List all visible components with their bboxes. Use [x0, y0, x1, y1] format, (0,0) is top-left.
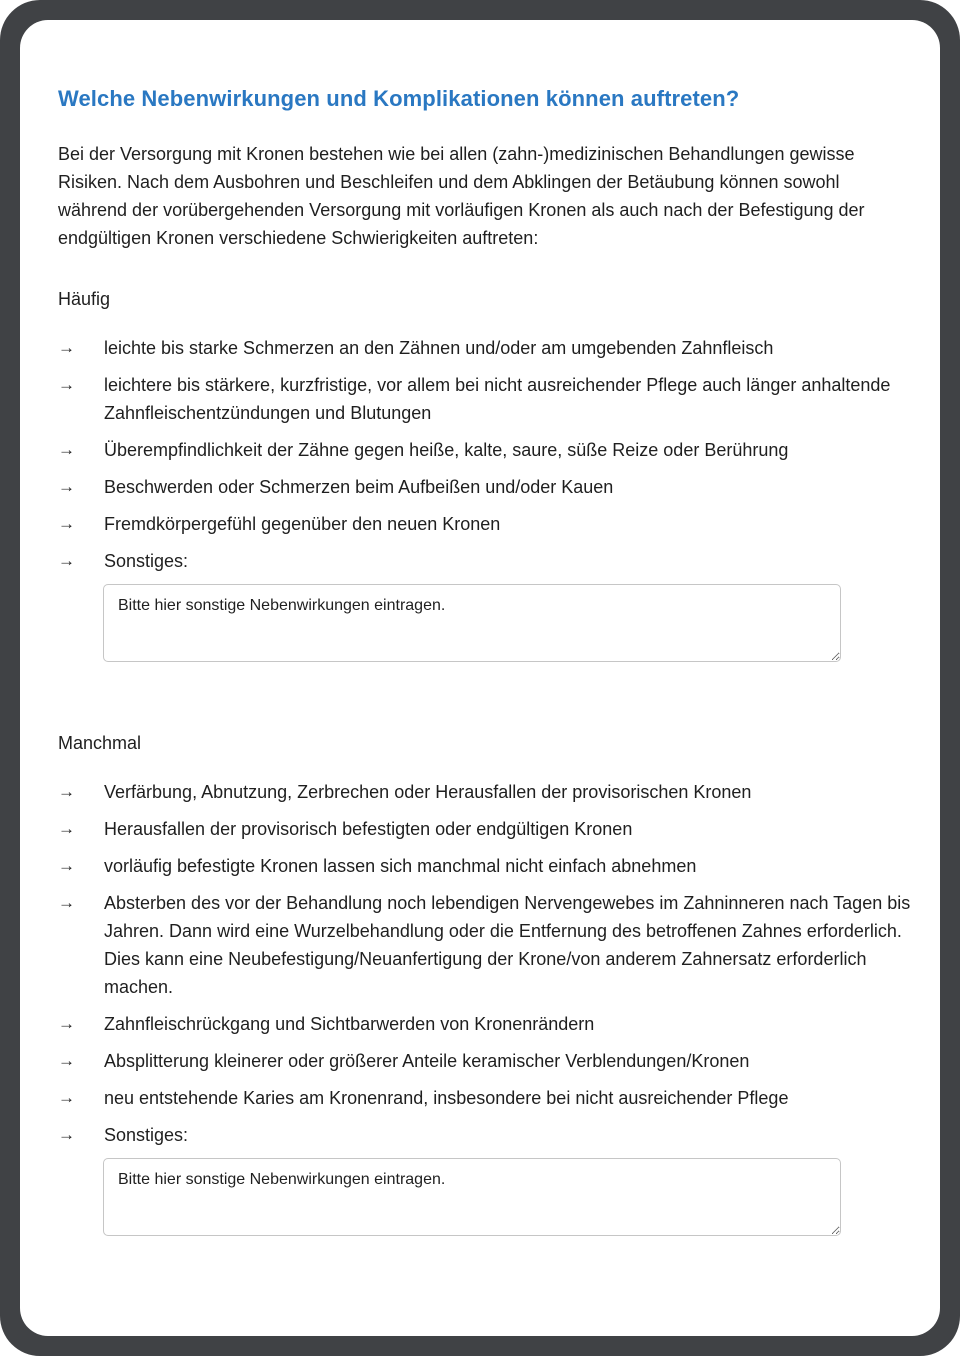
- list-item-text: leichte bis starke Schmerzen an den Zähnen und/oder am umgebenden Zahnfleisch: [104, 338, 774, 358]
- list-item-text: Sonstiges:: [104, 551, 189, 571]
- section-heading-sometimes: Manchmal: [58, 733, 142, 753]
- list-item-text: Sonstiges:: [104, 1125, 189, 1145]
- section-heading-common: Häufig: [58, 289, 111, 309]
- list-item-text: Absterben des vor der Behandlung noch lebendigen Nervengewebes im Zahninneren nach Tagen bis Jahren. Dann wird eine Wurzelbehandlung oder die Entfernung des betroffenen Zahnes erforderlich. Dies kann eine Neubefestigung/Neuanfertigung der Krone/von anderem Zahnersatz erforderlich machen.: [104, 893, 911, 997]
- intro-paragraph: Bei der Versorgung mit Kronen bestehen wie bei allen (zahn-)medizinischen Behandlungen gewisse Risiken. Nach dem Ausbohren und Beschleifen und dem Abklingen der Betäubung können sowohl während der vorübergehenden Versorgung mit vorläufigen Kronen als auch nach der Befestigung der endgültigen Kronen verschiedene Schwierigkeiten auftreten:: [58, 144, 865, 248]
- arrow-right-icon: →: [58, 1014, 75, 1033]
- content-card: [20, 20, 940, 1336]
- list-item-text: neu entstehende Karies am Kronenrand, insbesondere bei nicht ausreichender Pflege: [104, 1088, 789, 1108]
- arrow-right-icon: →: [58, 1088, 75, 1107]
- arrow-right-icon: →: [58, 856, 75, 875]
- other-side-effects-common-input[interactable]: [103, 584, 841, 662]
- other-side-effects-sometimes-input[interactable]: [103, 1158, 841, 1236]
- list-item-text: Fremdkörpergefühl gegenüber den neuen Kronen: [104, 514, 501, 534]
- list-item-text: Beschwerden oder Schmerzen beim Aufbeißen und/oder Kauen: [104, 477, 614, 497]
- list-item-text: leichtere bis stärkere, kurzfristige, vor allem bei nicht ausreichender Pflege auch länger anhaltende Zahnfleischentzündungen und Blutungen: [104, 375, 891, 423]
- arrow-right-icon: →: [58, 819, 75, 838]
- list-item-text: Herausfallen der provisorisch befestigten oder endgültigen Kronen: [104, 819, 633, 839]
- arrow-right-icon: →: [58, 1125, 75, 1144]
- arrow-right-icon: →: [58, 477, 75, 496]
- list-item-text: Absplitterung kleinerer oder größerer Anteile keramischer Verblendungen/Kronen: [104, 1051, 750, 1071]
- arrow-right-icon: →: [58, 338, 75, 357]
- arrow-right-icon: →: [58, 514, 75, 533]
- list-item-text: Zahnfleischrückgang und Sichtbarwerden von Kronenrändern: [104, 1014, 595, 1034]
- list-item-text: Verfärbung, Abnutzung, Zerbrechen oder Herausfallen der provisorischen Kronen: [104, 782, 752, 802]
- arrow-right-icon: →: [58, 440, 75, 459]
- arrow-right-icon: →: [58, 782, 75, 801]
- arrow-right-icon: →: [58, 551, 75, 570]
- arrow-right-icon: →: [58, 893, 75, 912]
- list-item-text: vorläufig befestigte Kronen lassen sich manchmal nicht einfach abnehmen: [104, 856, 697, 876]
- arrow-right-icon: →: [58, 375, 75, 394]
- arrow-right-icon: →: [58, 1051, 75, 1070]
- list-item-text: Überempfindlichkeit der Zähne gegen heiße, kalte, saure, süße Reize oder Berührung: [104, 440, 789, 460]
- page-title: Welche Nebenwirkungen und Komplikationen können auftreten?: [58, 86, 740, 111]
